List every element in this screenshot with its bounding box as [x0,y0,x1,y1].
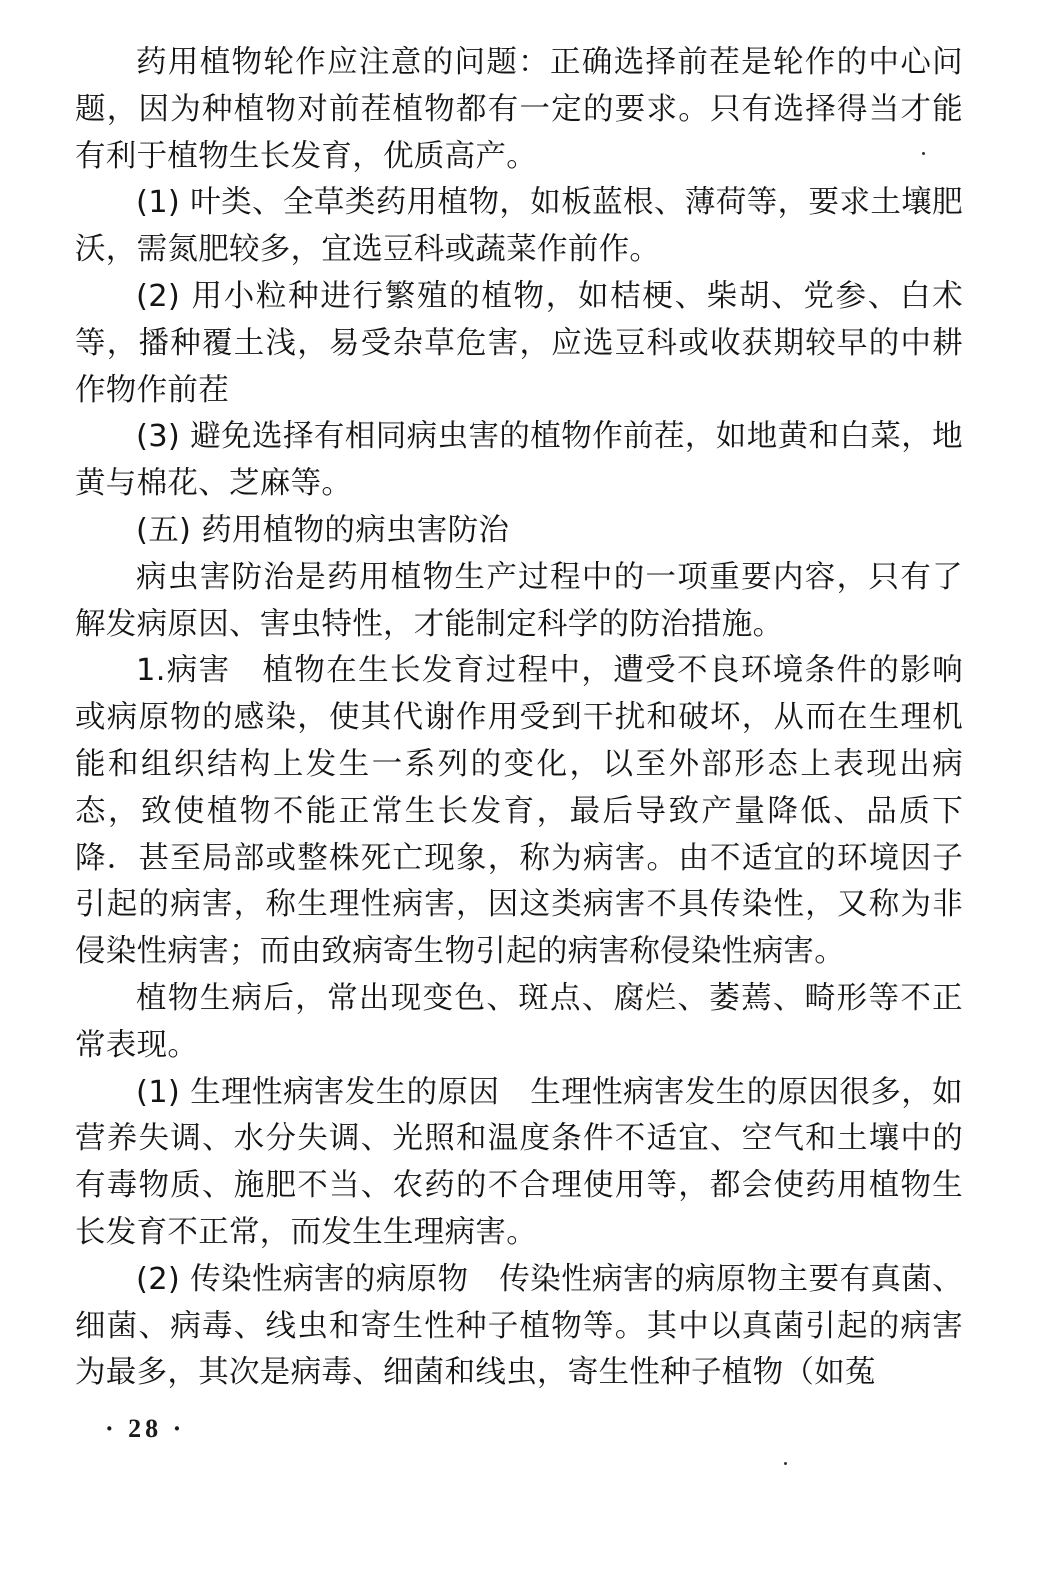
scan-speck [784,1462,787,1465]
scan-speck [922,152,925,155]
paragraph-item-1-leaf-herbs: (1) 叶类、全草类药用植物，如板蓝根、薄荷等，要求土壤肥沃，需氮肥较多，宜选豆科或蔬菜作前作。 [75,185,963,268]
section-heading-pest-control: (五) 药用植物的病虫害防治 [136,512,510,548]
page-number: · 28 · [105,1414,186,1443]
body-text [75,40,963,1397]
paragraph-item-3-pests: (3) 避免选择有相同病虫害的植物作前茬，如地黄和白菜，地黄与棉花、芝麻等。 [75,419,963,502]
paragraph-pest-control-intro: 病虫害防治是药用植物生产过程中的一项重要内容，只有了解发病原因、害虫特性，才能制定科学的防治措施。 [75,559,963,642]
paragraph-disease-definition: 1.病害 植物在生长发育过程中，遭受不良环境条件的影响或病原物的感染，使其代谢作用受到干扰和破坏，从而在生理机能和组织结构上发生一系列的变化，以至外部形态上表现出病态，致使植物不能正常生长发育，最后导致产量降低、品质下降．甚至局部或整株死亡现象，称为病害。由不适宜的环境因子引起的病害，称生理性病害，因这类病害不具传染性，又称为非侵染性病害；而由致病寄生物引起的病害称侵染性病害。 [75,653,963,970]
paragraph-item-2-small-seeds: (2) 用小粒种进行繁殖的植物，如桔梗、柴胡、党参、白术等，播种覆土浅，易受杂草危害，应选豆科或收获期较早的中耕作物作前茬 [75,278,963,408]
paragraph-infectious-pathogens: (2) 传染性病害的病原物 传染性病害的病原物主要有真菌、细菌、病毒、线虫和寄生性种子植物等。其中以真菌引起的病害为最多，其次是病毒、细菌和线虫，寄生性种子植物（如菟 [75,1261,963,1391]
paragraph-rotation-issues: 药用植物轮作应注意的问题：正确选择前茬是轮作的中心问题，因为种植物对前茬植物都有一定的要求。只有选择得当才能有利于植物生长发育，优质高产。 [75,45,963,174]
paragraph-physiological-causes: (1) 生理性病害发生的原因 生理性病害发生的原因很多，如营养失调、水分失调、光照和温度条件不适宜、空气和土壤中的有毒物质、施肥不当、农药的不合理使用等，都会使药用植物生长发育不正常，而发生生理病害。 [75,1074,963,1250]
paragraph-disease-symptoms: 植物生病后，常出现变色、斑点、腐烂、萎蔫、畸形等不正常表现。 [75,980,963,1063]
